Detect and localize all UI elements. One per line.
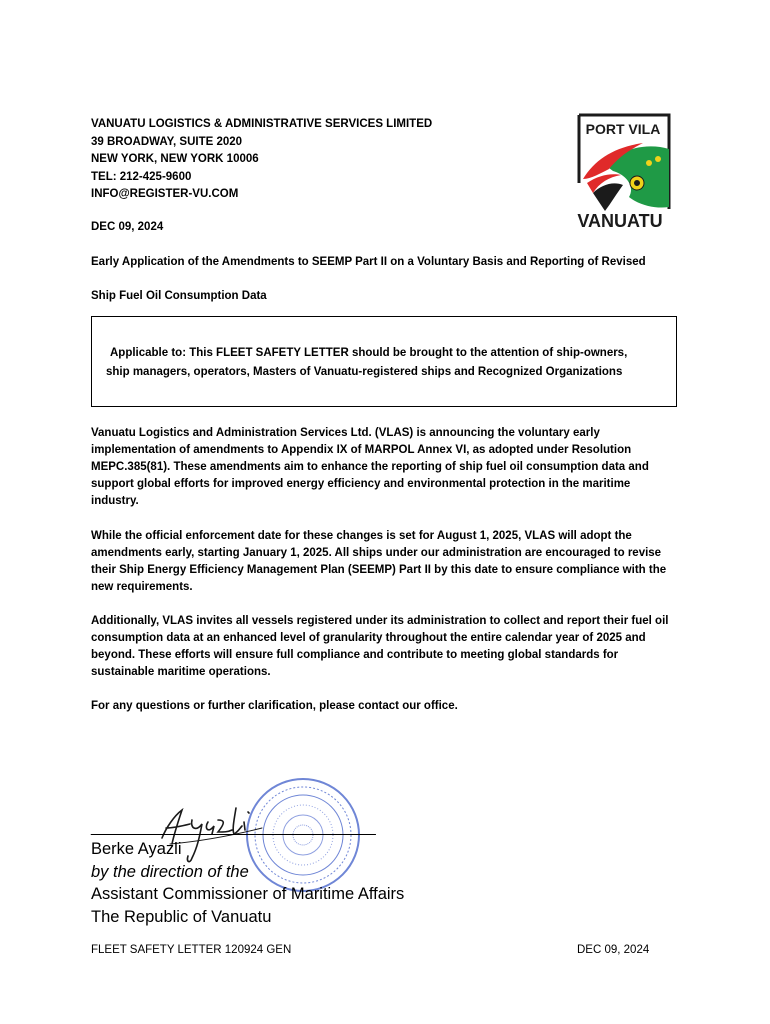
body-paragraph-1: Vanuatu Logistics and Administration Services Ltd. (VLAS) is announcing the voluntary early implementation of amendments to Appendix IX of MARPOL Annex VI, as adopted under Resolution MEPC.385(81). These amendments aim to enhance the reporting of ship fuel oil consumption data and support global efforts for improved energy efficiency and environmental protection in the maritime industry. (91, 427, 649, 507)
signatory-title: Assistant Commissioner of Maritime Affairs (91, 885, 405, 903)
signature-line: ________________________________ (91, 819, 376, 836)
signature-block (91, 838, 404, 928)
logo-bottom-text: VANUATU (577, 211, 663, 231)
subject (91, 254, 681, 305)
applicable-line-2: ship managers, operators, Masters of Vanuatu-registered ships and Recognized Organizations (106, 366, 623, 378)
body-paragraph-3: Additionally, VLAS invites all vessels registered under its administration to collect and report their fuel oil consumption data at an enhanced level of granularity throughout the entire calendar year of 2025 and beyond. These efforts will ensure full compliance and contribute to meeting global standards for sustainable maritime operations. (91, 615, 669, 678)
subject-line-1: Early Application of the Amendments to SEEMP Part II on a Voluntary Basis and Reporting of Revised (91, 256, 646, 268)
signatory-direction: by the direction of the (91, 862, 249, 881)
company-name: VANUATU LOGISTICS & ADMINISTRATIVE SERVICES LIMITED (91, 118, 433, 130)
body-paragraph-2: While the official enforcement date for these changes is set for August 1, 2025, VLAS will adopt the amendments early, starting January 1, 2025. All ships under our administration are encouraged to revise their Ship Energy Efficiency Management Plan (SEEMP) Part II by this date to ensure compliance with the new requirements. (91, 530, 667, 593)
applicable-line-1: Applicable to: This FLEET SAFETY LETTER should be brought to the attention of ship-owners, (110, 347, 628, 359)
port-vila-logo (565, 113, 675, 231)
body-paragraph-4: For any questions or further clarification, please contact our office. (91, 700, 458, 712)
letter-date: DEC 09, 2024 (91, 221, 164, 233)
signatory-organization: The Republic of Vanuatu (91, 907, 272, 926)
logo-top-text: PORT VILA (585, 121, 661, 137)
applicable-box (91, 316, 677, 407)
address-line-1: 39 BROADWAY, SUITE 2020 (91, 135, 243, 148)
subject-line-2: Ship Fuel Oil Consumption Data (91, 290, 267, 302)
footer-reference: FLEET SAFETY LETTER 120924 GEN (91, 944, 292, 956)
letterhead (91, 116, 432, 204)
footer-date: DEC 09, 2024 (577, 944, 650, 956)
signatory-name: Berke Ayazli (91, 840, 182, 858)
email: INFO@REGISTER-VU.COM (91, 188, 239, 200)
telephone: TEL: 212-425-9600 (91, 170, 192, 183)
address-line-2: NEW YORK, NEW YORK 10006 (91, 153, 259, 165)
